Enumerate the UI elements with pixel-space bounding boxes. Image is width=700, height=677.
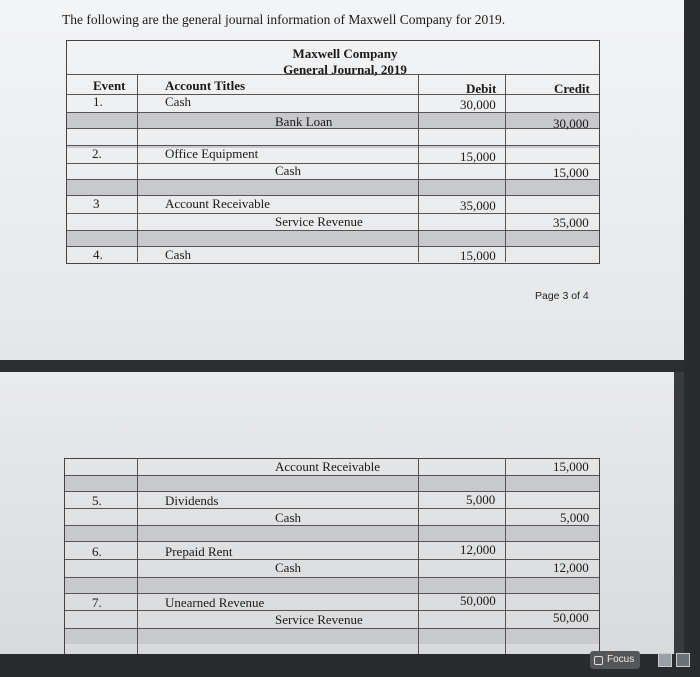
rule xyxy=(65,525,599,526)
rule xyxy=(137,74,138,262)
focus-label: Focus xyxy=(607,654,635,665)
rule xyxy=(67,163,599,164)
debit-account: Cash xyxy=(165,247,191,262)
row-band xyxy=(67,112,599,128)
row-band xyxy=(65,628,599,644)
rule xyxy=(505,458,506,658)
debit-amount: 15,000 xyxy=(460,149,496,164)
rule xyxy=(67,230,599,231)
row-band xyxy=(67,230,599,246)
credit-amount: 12,000 xyxy=(553,560,589,575)
debit-amount: 12,000 xyxy=(460,542,496,557)
rule xyxy=(67,112,599,113)
credit-account: Cash xyxy=(275,560,301,575)
layout-icon[interactable] xyxy=(676,653,690,667)
document-page-4 xyxy=(0,372,674,654)
credit-amount: 15,000 xyxy=(553,459,589,474)
page-gap xyxy=(0,360,700,372)
debit-amount: 30,000 xyxy=(460,97,496,112)
rule xyxy=(505,74,506,262)
credit-amount: 35,000 xyxy=(553,215,589,230)
rule xyxy=(137,458,138,658)
debit-account: Office Equipment xyxy=(165,146,259,161)
debit-account: Account Receivable xyxy=(165,196,271,211)
rule xyxy=(67,179,599,180)
rule xyxy=(65,559,599,560)
row-band xyxy=(65,475,599,491)
credit-amount: 5,000 xyxy=(560,510,590,525)
view-mode-icon[interactable] xyxy=(658,653,672,667)
credit-account: Cash xyxy=(275,510,301,525)
focus-button[interactable] xyxy=(590,651,640,669)
intro-text: The following are the general journal information of Maxwell Company for 2019. xyxy=(62,12,506,27)
rule xyxy=(65,577,599,578)
credit-header: Credit xyxy=(554,81,590,96)
company-name: Maxwell Company xyxy=(292,46,398,61)
journal-subtitle: General Journal, 2019 xyxy=(283,62,407,77)
credit-account: Service Revenue xyxy=(275,214,363,229)
rule xyxy=(67,195,599,196)
event-number: 4. xyxy=(93,247,103,262)
row-band xyxy=(65,525,599,541)
credit-account: Bank Loan xyxy=(275,114,333,129)
debit-header: Debit xyxy=(466,81,497,96)
focus-icon xyxy=(594,656,603,665)
credit-amount: 30,000 xyxy=(553,116,589,131)
credit-account: Service Revenue xyxy=(275,612,363,627)
rule xyxy=(418,458,419,658)
rule xyxy=(67,128,599,129)
rule xyxy=(65,610,599,611)
debit-account: Cash xyxy=(165,94,191,109)
rule xyxy=(418,74,419,262)
rule xyxy=(65,593,599,594)
debit-amount: 35,000 xyxy=(460,198,496,213)
row-band xyxy=(67,179,599,195)
rule xyxy=(67,145,599,146)
event-number: 7. xyxy=(92,595,102,610)
debit-amount: 15,000 xyxy=(460,248,496,263)
page-indicator: Page 3 of 4 xyxy=(535,290,589,302)
event-number: 2. xyxy=(92,146,102,161)
debit-account: Dividends xyxy=(165,493,219,508)
event-number: 1. xyxy=(93,94,103,109)
rule xyxy=(65,541,599,542)
rule xyxy=(65,475,599,476)
event-header: Event xyxy=(93,78,126,93)
rule xyxy=(67,94,599,95)
debit-account: Unearned Revenue xyxy=(165,595,265,610)
rule xyxy=(65,491,599,492)
event-number: 3 xyxy=(93,196,100,211)
debit-amount: 50,000 xyxy=(460,593,496,608)
debit-account: Prepaid Rent xyxy=(165,544,233,559)
credit-amount: 50,000 xyxy=(553,610,589,625)
rule xyxy=(67,246,599,247)
credit-amount: 15,000 xyxy=(553,165,589,180)
titles-header: Account Titles xyxy=(165,78,246,93)
credit-account: Account Receivable xyxy=(275,459,381,474)
row-band xyxy=(65,577,599,593)
rule xyxy=(65,508,599,509)
event-number: 6. xyxy=(92,544,102,559)
event-number: 5. xyxy=(92,493,102,508)
credit-account: Cash xyxy=(275,163,301,178)
debit-amount: 5,000 xyxy=(466,492,496,507)
rule xyxy=(65,628,599,629)
window-edge xyxy=(684,0,700,677)
